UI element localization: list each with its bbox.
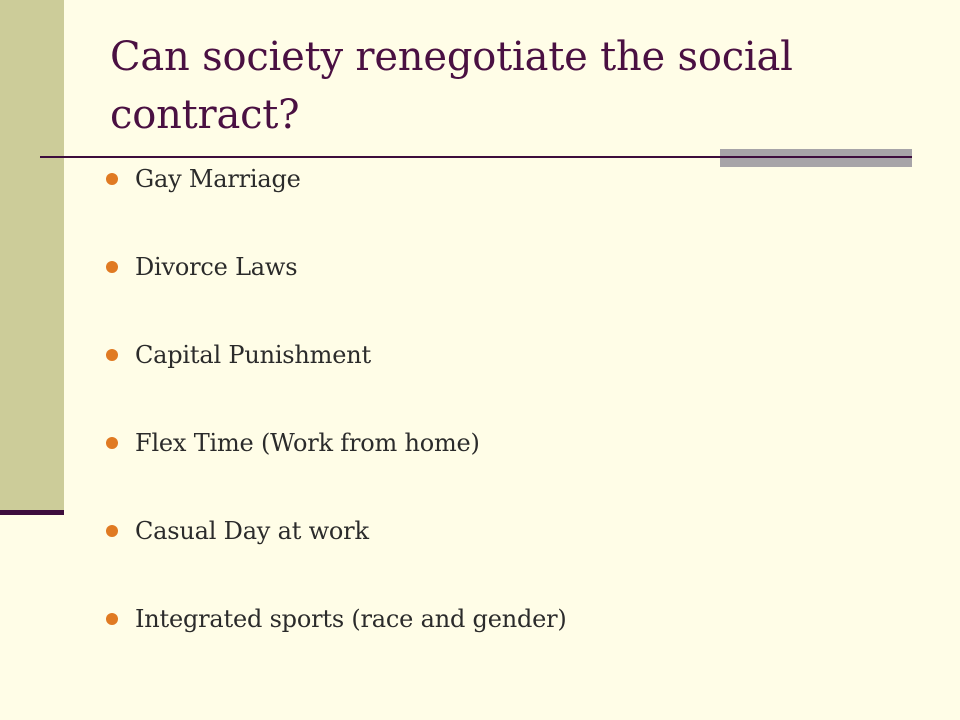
bullet-text: Flex Time (Work from home): [135, 429, 480, 457]
bullet-item: [106, 246, 567, 334]
bullet-item: [106, 334, 567, 422]
bullet-dot-icon: [106, 525, 118, 537]
side-band-decoration: [0, 0, 64, 512]
bullet-dot-icon: [106, 613, 118, 625]
bullet-dot-icon: [106, 173, 118, 185]
side-band-underline: [0, 510, 64, 515]
bullet-item: [106, 422, 567, 510]
bullet-text: Gay Marriage: [135, 165, 301, 193]
bullet-text: Integrated sports (race and gender): [135, 605, 567, 633]
bullet-text: Casual Day at work: [135, 517, 369, 545]
bullet-dot-icon: [106, 349, 118, 361]
title-divider-accent-line: [720, 156, 912, 158]
bullet-item: [106, 158, 567, 246]
bullet-text: Capital Punishment: [135, 341, 371, 369]
bullet-dot-icon: [106, 261, 118, 273]
slide-title: Can society renegotiate the social contract?: [110, 34, 793, 138]
bullet-item: [106, 598, 567, 686]
bullet-item: [106, 510, 567, 598]
title-divider-accent: [720, 149, 912, 167]
bullet-list: [106, 158, 567, 686]
bullet-text: Divorce Laws: [135, 253, 298, 281]
bullet-dot-icon: [106, 437, 118, 449]
